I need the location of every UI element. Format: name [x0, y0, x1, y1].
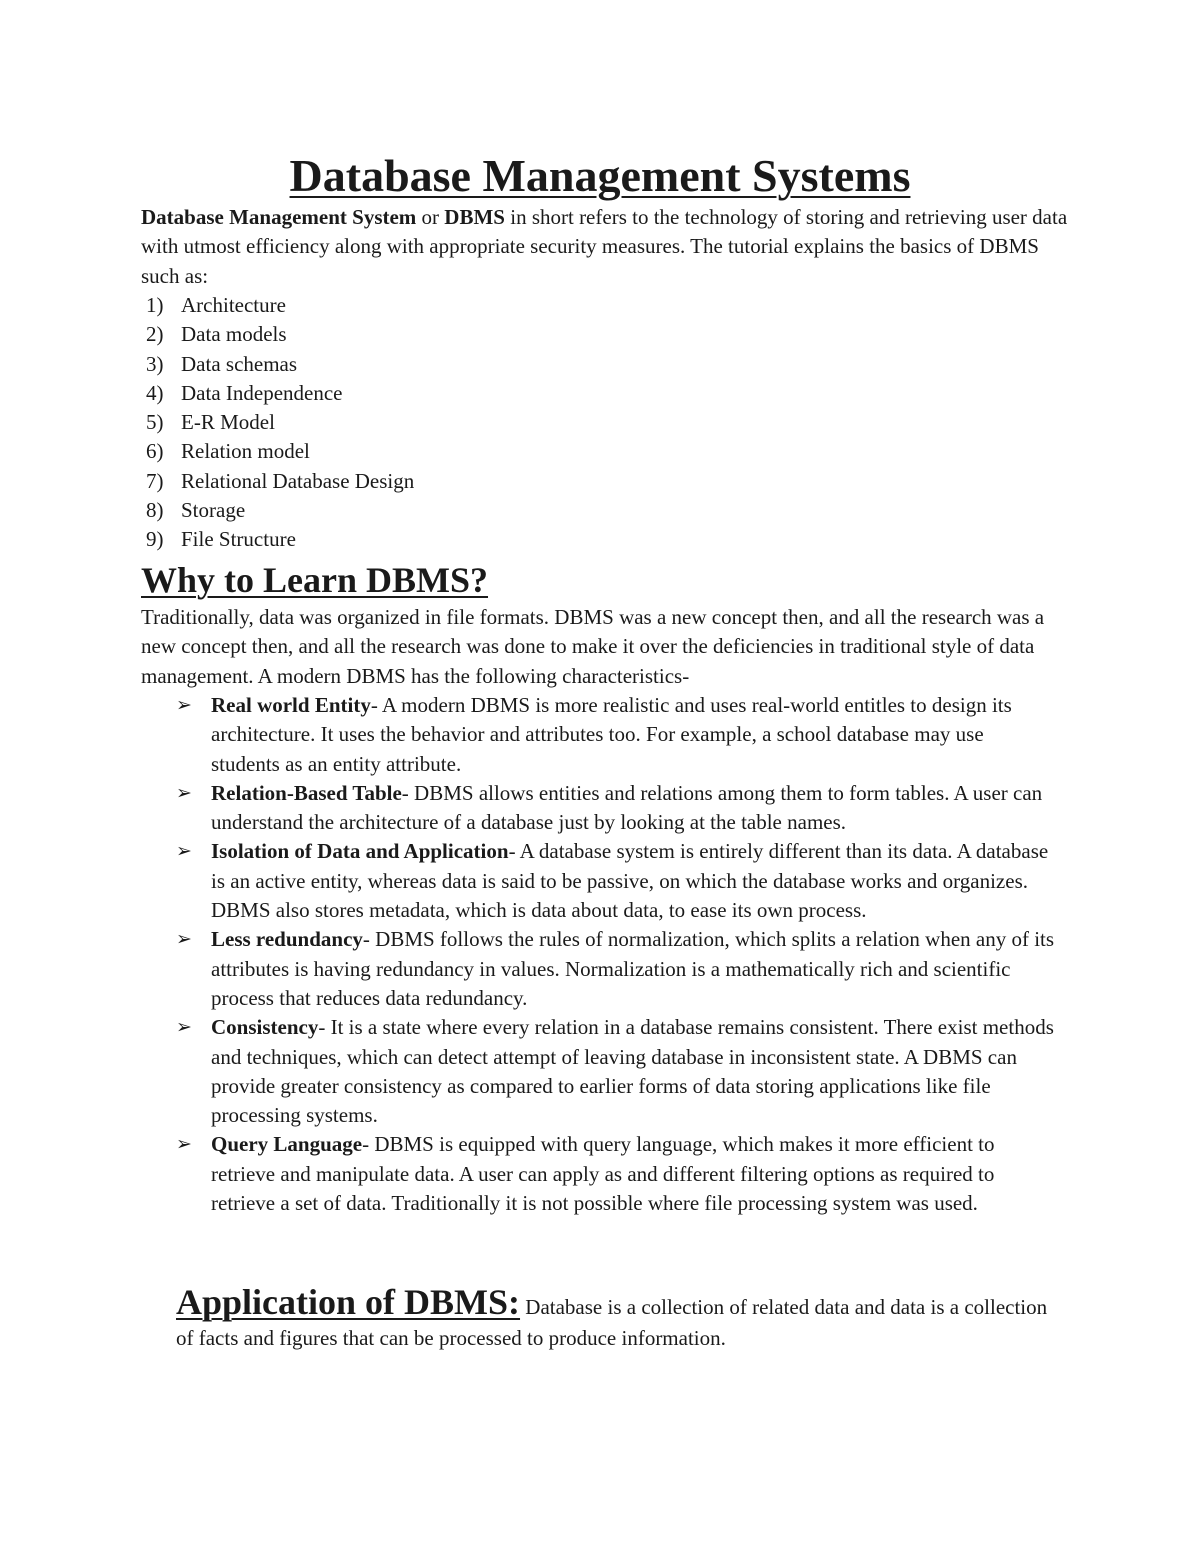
- characteristic-item: [176, 779, 1056, 838]
- list-number: 3): [146, 351, 164, 376]
- characteristic-term: Real world Entity: [211, 693, 371, 717]
- characteristic-description: - DBMS allows entities and relations among them to form tables. A user can understand the architecture of a database just by looking at the table names.: [211, 780, 1043, 835]
- list-item: [146, 437, 414, 466]
- characteristic-text: [211, 691, 1056, 779]
- characteristic-text: [211, 837, 1056, 925]
- intro-term-dbms-full: Database Management System: [141, 205, 417, 229]
- list-number: 8): [146, 498, 164, 523]
- list-item-label: Architecture: [181, 293, 286, 317]
- list-item-label: Relational Database Design: [181, 468, 415, 493]
- characteristic-description: - It is a state where every relation in a database remains consistent. There exist methods and techniques, which can detect attempt of leaving database in inconsistent state. A DBMS can provide greater consistency as compared to earlier forms of data storing applications like file processing systems.: [211, 1015, 1054, 1128]
- application-paragraph: [176, 1280, 1056, 1353]
- list-item: [146, 320, 414, 349]
- characteristic-item: [176, 925, 1056, 1013]
- list-number: 5): [146, 410, 164, 435]
- arrow-bullet-icon: ➢: [176, 1133, 192, 1156]
- characteristic-description: - A database system is entirely different than its data. A database is an active entity, whereas data is said to be passive, on which the database works and organizes. DBMS also stores metadata, which is data about data, to ease its own process.: [211, 839, 1049, 923]
- characteristic-item: [176, 1013, 1056, 1130]
- arrow-bullet-icon: ➢: [176, 694, 192, 716]
- arrow-bullet-icon: ➢: [176, 928, 192, 951]
- list-number: 9): [146, 527, 164, 552]
- list-item: [146, 496, 414, 525]
- why-heading: Why to Learn DBMS?: [141, 560, 489, 600]
- list-number: 6): [146, 439, 164, 464]
- page-title: Database Management Systems: [289, 150, 911, 201]
- characteristic-item: [176, 691, 1056, 779]
- list-item-label: Relation model: [181, 439, 310, 464]
- characteristic-text: [211, 1130, 1056, 1218]
- list-item-label: E-R Model: [181, 410, 275, 435]
- list-item-label: Data Independence: [181, 380, 343, 405]
- list-item-label: Data models: [181, 322, 287, 347]
- intro-connector: or: [416, 205, 445, 229]
- list-number: 7): [146, 468, 164, 493]
- characteristic-term: Consistency: [211, 1015, 319, 1040]
- arrow-bullet-icon: ➢: [176, 840, 192, 863]
- characteristics-list: [176, 691, 1056, 1218]
- characteristic-text: [211, 1013, 1056, 1130]
- intro-rest: in short refers to the technology of storing and retrieving user data with utmost efficiency along with appropriate security measures. The tutorial explains the basics of DBMS such as:: [141, 205, 1068, 288]
- intro-paragraph: [141, 203, 1071, 291]
- intro-term-dbms: DBMS: [444, 205, 505, 229]
- application-heading: Application of DBMS:: [176, 1282, 521, 1322]
- characteristic-text: [211, 779, 1056, 838]
- list-item-label: Data schemas: [181, 351, 298, 376]
- characteristic-term: Relation-Based Table: [211, 780, 402, 805]
- why-paragraph: Traditionally, data was organized in file formats. DBMS was a new concept then, and all the research was a new concept then, and all the research was done to make it over the deficiencies in traditional style of data management. A modern DBMS has the following characteristics-: [141, 605, 1045, 688]
- characteristic-item: [176, 837, 1056, 925]
- application-text: Database is a collection of related data and data is a collection of facts and figures that can be processed to produce information.: [176, 1295, 1048, 1350]
- list-item: [146, 291, 414, 320]
- characteristic-term: Less redundancy: [211, 927, 363, 952]
- characteristic-term: Isolation of Data and Application: [211, 839, 509, 864]
- topics-list: [146, 291, 414, 555]
- characteristic-text: [211, 925, 1056, 1013]
- characteristic-item: [176, 1130, 1056, 1218]
- characteristic-description: - DBMS is equipped with query language, which makes it more efficient to retrieve and manipulate data. A user can apply as and different filtering options as required to retrieve a set of data. Traditionally it is not possible where file processing system was used.: [211, 1132, 995, 1216]
- characteristic-description: - A modern DBMS is more realistic and uses real-world entitles to design its architecture. It uses the behavior and attributes too. For example, a school database may use students as an entity attribute.: [211, 693, 1012, 776]
- arrow-bullet-icon: ➢: [176, 781, 192, 804]
- list-number: 4): [146, 380, 164, 405]
- list-item: [146, 379, 414, 408]
- list-number: 2): [146, 322, 164, 347]
- list-item: [146, 467, 414, 496]
- list-item: [146, 408, 414, 437]
- characteristic-description: - DBMS follows the rules of normalization, which splits a relation when any of its attributes is having redundancy in values. Normalization is a mathematically rich and scientific process that reduces data redundancy.: [211, 927, 1055, 1010]
- list-item: [146, 525, 414, 554]
- arrow-bullet-icon: ➢: [176, 1016, 192, 1039]
- list-item: [146, 350, 414, 379]
- characteristic-term: Query Language: [211, 1132, 363, 1157]
- list-item-label: File Structure: [181, 527, 296, 552]
- list-item-label: Storage: [181, 498, 246, 523]
- list-number: 1): [146, 293, 164, 317]
